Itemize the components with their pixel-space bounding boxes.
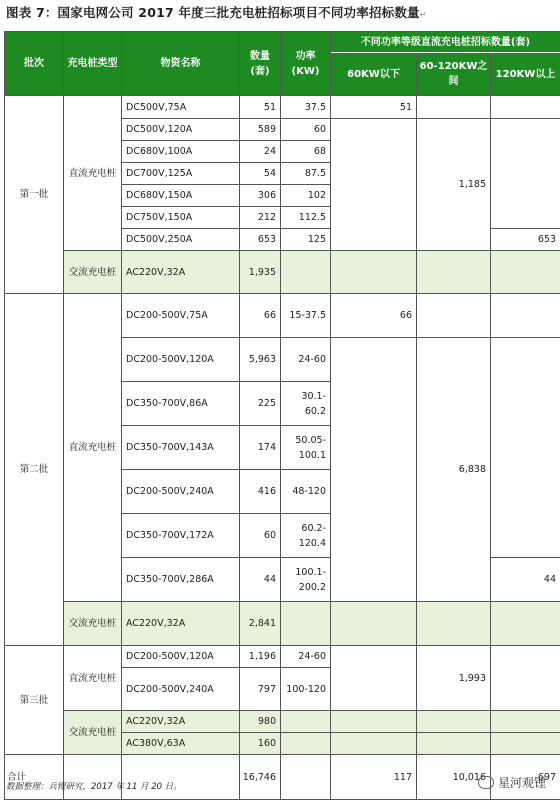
power-cell: 30.1-60.2 — [281, 382, 331, 426]
lt60-cell-empty — [331, 338, 417, 602]
mid-cell-empty — [417, 711, 491, 733]
qty-cell: 1,935 — [240, 251, 281, 294]
header-type: 充电桩类型 — [64, 32, 122, 96]
gt120-cell-empty — [491, 338, 560, 558]
spec-cell: DC200-500V,120A — [122, 338, 240, 382]
table-caption: 图表 7：国家电网公司 2017 年度三批充电桩招标项目不同功率招标数量↵ — [6, 5, 427, 20]
mid-cell: 1,185 — [417, 119, 491, 251]
power-cell: 102 — [281, 185, 331, 207]
total-label: 合计 — [5, 755, 64, 800]
total-row — [5, 755, 560, 800]
qty-cell: 174 — [240, 426, 281, 470]
spec-cell: AC220V,32A — [122, 251, 240, 294]
total-power-empty — [281, 755, 331, 800]
batch-cell: 第二批 — [5, 294, 64, 646]
type-cell-ac: 交流充电桩 — [64, 711, 122, 755]
qty-cell: 980 — [240, 711, 281, 733]
total-lt60: 117 — [331, 755, 417, 800]
qty-cell: 51 — [240, 96, 281, 119]
power-cell: 87.5 — [281, 163, 331, 185]
qty-cell: 653 — [240, 229, 281, 251]
total-mid: 10,016 — [417, 755, 491, 800]
bidding-table — [4, 31, 560, 800]
mid-cell: 1,993 — [417, 646, 491, 711]
type-cell-dc: 直流充电桩 — [64, 646, 122, 711]
lt60-cell: 66 — [331, 294, 417, 338]
spec-cell: DC350-700V,86A — [122, 382, 240, 426]
lt60-cell-empty — [331, 251, 417, 294]
power-cell: 112.5 — [281, 207, 331, 229]
power-cell: 60 — [281, 119, 331, 141]
header-lt60: 60KW以下 — [331, 53, 417, 96]
power-cell: 60.2-120.4 — [281, 514, 331, 558]
power-cell-empty — [281, 711, 331, 733]
spec-cell: AC380V,63A — [122, 733, 240, 755]
header-batch: 批次 — [5, 32, 64, 96]
table-row — [5, 711, 560, 733]
qty-cell: 306 — [240, 185, 281, 207]
mid-cell-empty — [417, 294, 491, 338]
lt60-cell-empty — [331, 733, 417, 755]
spec-cell: DC200-500V,240A — [122, 470, 240, 514]
spec-cell: DC350-700V,143A — [122, 426, 240, 470]
type-cell-dc: 直流充电桩 — [64, 96, 122, 251]
spec-cell: AC220V,32A — [122, 711, 240, 733]
total-spec-empty — [122, 755, 240, 800]
spec-cell: DC350-700V,286A — [122, 558, 240, 602]
mid-cell-empty — [417, 251, 491, 294]
total-type-empty — [64, 755, 122, 800]
type-cell-ac: 交流充电桩 — [64, 251, 122, 294]
wechat-bubble-icon — [478, 776, 494, 789]
power-cell: 48-120 — [281, 470, 331, 514]
gt120-cell-empty — [491, 733, 560, 755]
lt60-cell: 51 — [331, 96, 417, 119]
table-row — [5, 251, 560, 294]
mid-cell-empty — [417, 96, 491, 119]
lt60-cell-empty — [331, 711, 417, 733]
table-row — [5, 602, 560, 646]
power-cell: 24-60 — [281, 338, 331, 382]
power-cell: 125 — [281, 229, 331, 251]
qty-cell: 2,841 — [240, 602, 281, 646]
spec-cell: DC500V,120A — [122, 119, 240, 141]
qty-cell: 44 — [240, 558, 281, 602]
qty-cell: 66 — [240, 294, 281, 338]
gt120-cell: 653 — [491, 229, 560, 251]
qty-cell: 160 — [240, 733, 281, 755]
spec-cell: DC680V,150A — [122, 185, 240, 207]
total-gt120: 697 — [491, 755, 560, 800]
header-power: 功率(KW) — [281, 32, 331, 96]
lt60-cell-empty — [331, 119, 417, 251]
spec-cell: AC220V,32A — [122, 602, 240, 646]
header-qty: 数量(套) — [240, 32, 281, 96]
header-material: 物资名称 — [122, 32, 240, 96]
gt120-cell-empty — [491, 602, 560, 646]
spec-cell: DC200-500V,75A — [122, 294, 240, 338]
power-cell: 100-120 — [281, 668, 331, 711]
watermark — [478, 774, 546, 791]
power-cell: 50.05-100.1 — [281, 426, 331, 470]
qty-cell: 60 — [240, 514, 281, 558]
power-cell: 37.5 — [281, 96, 331, 119]
type-cell-ac: 交流充电桩 — [64, 602, 122, 646]
qty-cell: 797 — [240, 668, 281, 711]
gt120-cell-empty — [491, 251, 560, 294]
spec-cell: DC500V,75A — [122, 96, 240, 119]
header-gt120: 120KW以上 — [491, 53, 560, 96]
power-cell: 100.1-200.2 — [281, 558, 331, 602]
header-60-120: 60-120KW之间 — [417, 53, 491, 96]
gt120-cell-empty — [491, 646, 560, 711]
power-cell-empty — [281, 602, 331, 646]
qty-cell: 589 — [240, 119, 281, 141]
spec-cell: DC750V,150A — [122, 207, 240, 229]
qty-cell: 1,196 — [240, 646, 281, 668]
mid-cell: 6,838 — [417, 338, 491, 602]
header-power-group: 不同功率等级直流充电桩招标数量(套) — [331, 32, 560, 53]
power-cell: 68 — [281, 141, 331, 163]
footnote: 数据整理：兵锂研究，2017 年 11 月 20 日。 — [6, 782, 182, 792]
gt120-cell: 44 — [491, 558, 560, 602]
spec-cell: DC680V,100A — [122, 141, 240, 163]
qty-cell: 225 — [240, 382, 281, 426]
total-qty: 16,746 — [240, 755, 281, 800]
mid-cell-empty — [417, 602, 491, 646]
qty-cell: 416 — [240, 470, 281, 514]
batch-cell: 第三批 — [5, 646, 64, 755]
lt60-cell-empty — [331, 646, 417, 711]
mid-cell-empty — [417, 733, 491, 755]
type-cell-dc: 直流充电桩 — [64, 294, 122, 602]
spec-cell: DC200-500V,120A — [122, 646, 240, 668]
table-row — [5, 96, 560, 119]
spec-cell: DC700V,125A — [122, 163, 240, 185]
gt120-cell-empty — [491, 119, 560, 229]
lt60-cell-empty — [331, 602, 417, 646]
power-cell-empty — [281, 733, 331, 755]
batch-cell: 第一批 — [5, 96, 64, 294]
watermark-text: 星河观锂 — [497, 776, 546, 790]
table-row — [5, 646, 560, 668]
qty-cell: 5,963 — [240, 338, 281, 382]
spec-cell: DC500V,250A — [122, 229, 240, 251]
qty-cell: 24 — [240, 141, 281, 163]
gt120-cell-empty — [491, 96, 560, 119]
qty-cell: 54 — [240, 163, 281, 185]
gt120-cell-empty — [491, 294, 560, 338]
power-cell: 15-37.5 — [281, 294, 331, 338]
table-row — [5, 294, 560, 338]
qty-cell: 212 — [240, 207, 281, 229]
power-cell-empty — [281, 251, 331, 294]
gt120-cell-empty — [491, 711, 560, 733]
spec-cell: DC350-700V,172A — [122, 514, 240, 558]
spec-cell: DC200-500V,240A — [122, 668, 240, 711]
power-cell: 24-60 — [281, 646, 331, 668]
